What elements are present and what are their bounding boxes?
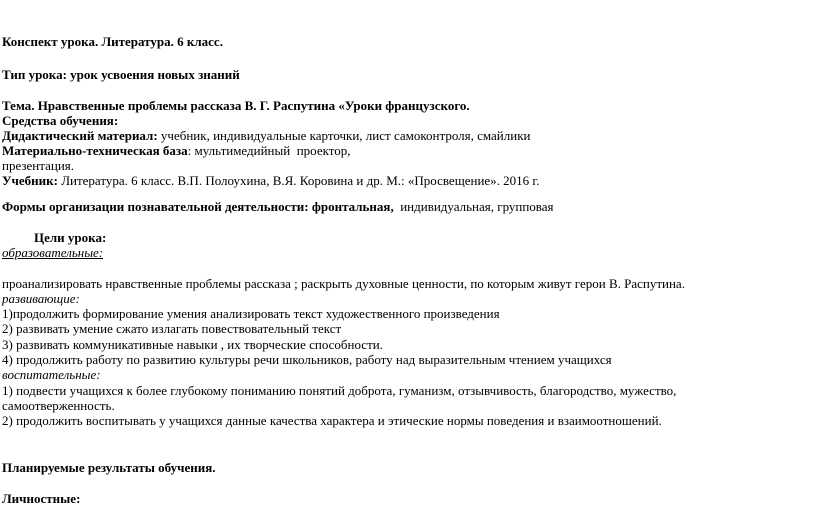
technical-base-value-2: презентация. [2, 158, 75, 173]
lesson-topic: Тема. Нравственные проблемы рассказа В. Г. Распутина «Уроки французского. [2, 98, 470, 113]
goals-heading: Цели урока: [34, 230, 107, 245]
organization-forms-label: Формы организации познавательной деятельности: фронтальная, [2, 199, 394, 214]
educational-goals-text: проанализировать нравственные проблемы рассказа ; раскрыть духовные ценности, по которым живут герои В. Распутина. [2, 276, 685, 291]
personal-results-heading: Личностные: [2, 491, 81, 506]
organization-forms-line [2, 199, 554, 214]
technical-base-label: Материально-техническая база [2, 143, 188, 158]
document-title: Конспект урока. Литература. 6 класс. [2, 34, 223, 49]
developing-goals-label: развивающие: [2, 291, 80, 306]
developing-goal-item: 1)продолжить формирование умения анализировать текст художественного произведения [2, 306, 500, 321]
didactic-material-label: Дидактический материал: [2, 128, 158, 143]
means-heading: Средства обучения: [2, 113, 119, 128]
textbook-label: Учебник: [2, 173, 58, 188]
organization-forms-value: индивидуальная, групповая [393, 199, 554, 214]
textbook-line [2, 173, 540, 188]
developing-goal-item: 3) развивать коммуникативные навыки , их творческие способности. [2, 337, 383, 352]
developing-goal-item: 4) продолжить работу по развитию культуры речи школьников, работу над выразительным чтением учащихся [2, 352, 612, 367]
upbringing-goal-item: самоотверженность. [2, 398, 115, 413]
textbook-value: Литература. 6 класс. В.П. Полоухина, В.Я. Коровина и др. М.: «Просвещение». 2016 г. [57, 173, 540, 188]
upbringing-goals-label: воспитательные: [2, 367, 101, 382]
planned-results-heading: Планируемые результаты обучения. [2, 460, 216, 475]
upbringing-goal-item: 2) продолжить воспитывать у учащихся данные качества характера и этические нормы поведения и взаимоотношений. [2, 413, 662, 428]
didactic-material-value: учебник, индивидуальные карточки, лист самоконтроля, смайлики [157, 128, 531, 143]
didactic-material-line [2, 128, 530, 143]
educational-goals-label: образовательные: [2, 245, 104, 260]
developing-goal-item: 2) развивать умение сжато излагать повествовательный текст [2, 321, 342, 336]
technical-base-value: : мультимедийный проектор, [187, 143, 351, 158]
upbringing-goal-item: 1) подвести учащихся к более глубокому пониманию понятий доброта, гуманизм, отзывчивость, благородство, мужество, [2, 383, 677, 398]
lesson-type: Тип урока: урок усвоения новых знаний [2, 67, 240, 82]
technical-base-line [2, 143, 351, 158]
